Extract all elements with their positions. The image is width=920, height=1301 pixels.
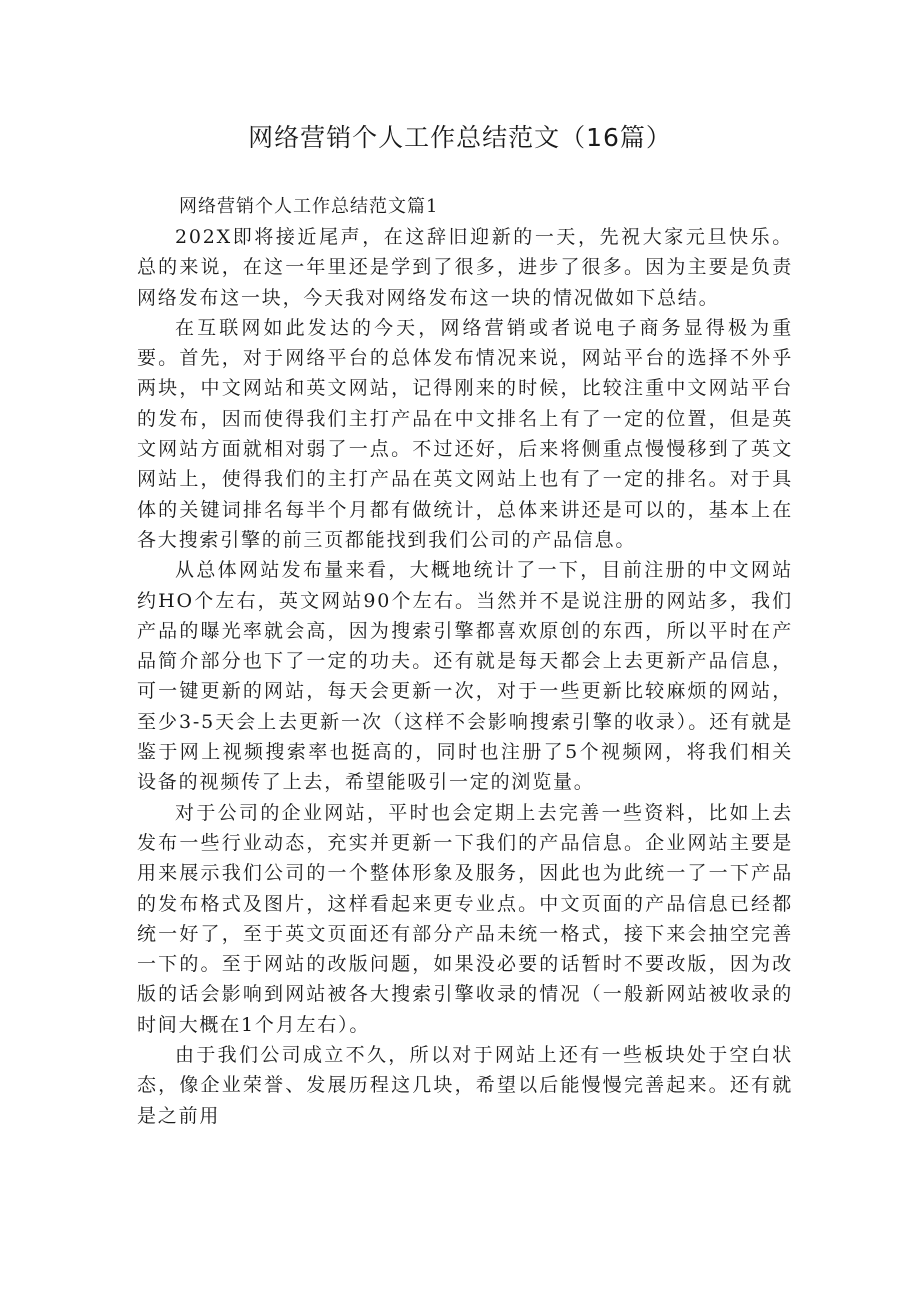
document-title: 网络营销个人工作总结范文（16篇） xyxy=(248,123,672,152)
paragraph-4: 对于公司的企业网站，平时也会定期上去完善一些资料，比如上去发布一些行业动态，充实并更新一下我们的产品信息。企业网站主要是用来展示我们公司的一个整体形象及服务，因此也为此统一了一下产品的发布格式及图片，这样看起来更专业点。中文页面的产品信息已经都统一好了，至于英文页面还有部分产品未统一格式，接下来会抽空完善一下的。至于网站的改版问题，如果没必要的话暂时不要改版，因为改版的话会影响到网站被各大搜索引擎收录的情况（一般新网站被收录的时间大概在1个月左右）。 xyxy=(137,801,793,1036)
paragraph-1: 202X即将接近尾声，在这辞旧迎新的一天，先祝大家元旦快乐。总的来说，在这一年里还是学到了很多，进步了很多。因为主要是负责网络发布这一块，今天我对网络发布这一块的情况做如下总结。 xyxy=(137,226,793,309)
paragraph-5: 由于我们公司成立不久，所以对于网站上还有一些板块处于空白状态，像企业荣誉、发展历程这几块，希望以后能慢慢完善起来。还有就是之前用 xyxy=(137,1044,793,1127)
section-subtitle: 网络营销个人工作总结范文篇1 xyxy=(179,196,439,217)
document-body xyxy=(137,192,793,1131)
paragraph-2: 在互联网如此发达的今天，网络营销或者说电子商务显得极为重要。首先，对于网络平台的总体发布情况来说，网站平台的选择不外乎两块，中文网站和英文网站，记得刚来的时候，比较注重中文网站平台的发布，因而使得我们主打产品在中文排名上有了一定的位置，但是英文网站方面就相对弱了一点。不过还好，后来将侧重点慢慢移到了英文网站上，使得我们的主打产品在英文网站上也有了一定的排名。对于具体的关键词排名每半个月都有做统计，总体来讲还是可以的，基本上在各大搜索引擎的前三页都能找到我们公司的产品信息。 xyxy=(137,316,793,551)
paragraph-3: 从总体网站发布量来看，大概地统计了一下，目前注册的中文网站约HO个左右，英文网站90个左右。当然并不是说注册的网站多，我们产品的曝光率就会高，因为搜索引擎都喜欢原创的东西，所以平时在产品简介部分也下了一定的功夫。还有就是每天都会上去更新产品信息，可一键更新的网站，每天会更新一次，对于一些更新比较麻烦的网站，至少3-5天会上去更新一次（这样不会影响搜索引擎的收录）。还有就是鉴于网上视频搜索率也挺高的，同时也注册了5个视频网，将我们相关设备的视频传了上去，希望能吸引一定的浏览量。 xyxy=(137,559,793,794)
